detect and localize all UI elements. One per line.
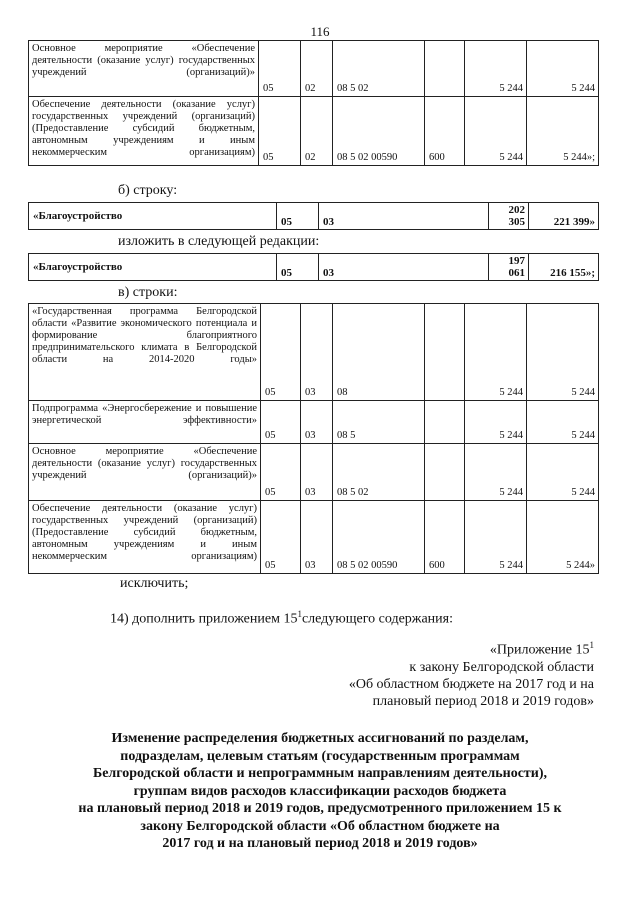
row-vr bbox=[425, 444, 465, 501]
row-2019: 5 244»; bbox=[527, 97, 599, 166]
row-2019: 5 244» bbox=[527, 501, 599, 574]
row-pr: 02 bbox=[301, 97, 333, 166]
table-row bbox=[29, 401, 599, 444]
row-2018: 5 244 bbox=[465, 501, 527, 574]
row-2018: 5 244 bbox=[465, 444, 527, 501]
appendix-header bbox=[349, 637, 594, 710]
row-name: Обеспечение деятельности (оказание услуг) государственных учреждений (организаций) (Предоставление субсидий бюджетным, автономным учреждениям и иным некоммерческим организациям) bbox=[29, 501, 261, 574]
label-new-edition: изложить в следующей редакции: bbox=[118, 234, 320, 249]
row-name: Основное мероприятие «Обеспечение деятельности (оказание услуг) государственных учреждений (организаций)» bbox=[29, 41, 259, 97]
row-2018: 5 244 bbox=[465, 401, 527, 444]
title-line: на плановый период 2018 и 2019 годов, предусмотренного приложением 15 к bbox=[78, 801, 562, 816]
item-14-sup: 1 bbox=[297, 609, 302, 619]
row-vr: 600 bbox=[425, 501, 465, 574]
row-name: «Благоустройство bbox=[29, 254, 277, 281]
row-name: «Благоустройство bbox=[29, 203, 277, 230]
row-rz: 05 bbox=[259, 41, 301, 97]
row-2018: 202 305 bbox=[489, 203, 529, 230]
row-pr: 03 bbox=[301, 444, 333, 501]
row-pr: 02 bbox=[301, 41, 333, 97]
row-2019: 5 244 bbox=[527, 41, 599, 97]
row-csr: 08 bbox=[333, 304, 425, 401]
row-pr: 03 bbox=[319, 203, 489, 230]
row-name: Основное мероприятие «Обеспечение деятельности (оказание услуг) государственных учреждений (организаций)» bbox=[29, 444, 261, 501]
appendix-line2: к закону Белгородской области bbox=[409, 659, 594, 675]
table-row-new bbox=[28, 253, 599, 281]
row-name: Обеспечение деятельности (оказание услуг) государственных учреждений (организаций) (Предоставление субсидий бюджетным, автономным учреждениям и иным некоммерческим организациям) bbox=[29, 97, 259, 166]
row-2019: 5 244 bbox=[527, 304, 599, 401]
label-item-14 bbox=[110, 609, 453, 628]
table-row bbox=[29, 97, 599, 166]
table-row bbox=[29, 41, 599, 97]
row-vr bbox=[425, 41, 465, 97]
title-line: группам видов расходов классификации расходов бюджета bbox=[133, 783, 507, 799]
appendix-line3: «Об областном бюджете на 2017 год и на bbox=[348, 676, 594, 692]
row-pr: 03 bbox=[319, 254, 489, 281]
row-vr bbox=[425, 401, 465, 444]
appendix-line4: плановый период 2018 и 2019 годов» bbox=[372, 693, 594, 709]
table-row bbox=[29, 203, 599, 230]
row-csr: 08 5 02 00590 bbox=[333, 501, 425, 574]
table-row bbox=[29, 501, 599, 574]
row-vr: 600 bbox=[425, 97, 465, 166]
title-line: Белгородской области и непрограммным направлениям деятельности), bbox=[92, 766, 548, 781]
label-b: б) строку: bbox=[118, 183, 178, 198]
row-2018: 197 061 bbox=[489, 254, 529, 281]
item-14-tail: следующего содержания: bbox=[301, 611, 453, 627]
row-name: «Государственная программа Белгородской области «Развитие экономического потенциала и формирование благоприятного предпринимательского климата в Белгородской области на 2014-2020 годы» bbox=[29, 304, 261, 401]
row-2019: 216 155»; bbox=[529, 254, 599, 281]
label-exclude: исключить; bbox=[120, 576, 189, 591]
table-row bbox=[29, 254, 599, 281]
row-2018: 5 244 bbox=[465, 97, 527, 166]
row-2019: 5 244 bbox=[527, 444, 599, 501]
row-rz: 05 bbox=[261, 401, 301, 444]
row-rz: 05 bbox=[261, 501, 301, 574]
row-rz: 05 bbox=[277, 254, 319, 281]
row-csr: 08 5 02 00590 bbox=[333, 97, 425, 166]
table-top bbox=[28, 40, 599, 166]
document-title bbox=[40, 730, 600, 853]
row-name: Подпрограмма «Энергосбережение и повышение энергетической эффективности» bbox=[29, 401, 261, 444]
page-number: 116 bbox=[310, 24, 330, 39]
row-csr: 08 5 02 bbox=[333, 444, 425, 501]
title-line: Изменение распределения бюджетных ассигнований по разделам, bbox=[111, 731, 529, 746]
row-2018: 5 244 bbox=[465, 304, 527, 401]
row-csr: 08 5 02 bbox=[333, 41, 425, 97]
row-pr: 03 bbox=[301, 501, 333, 574]
table-lines bbox=[28, 303, 599, 574]
row-pr: 03 bbox=[301, 304, 333, 401]
row-rz: 05 bbox=[259, 97, 301, 166]
title-line: 2017 год и на плановый период 2018 и 2019 годов» bbox=[162, 836, 478, 851]
row-rz: 05 bbox=[261, 304, 301, 401]
table-row bbox=[29, 444, 599, 501]
row-rz: 05 bbox=[277, 203, 319, 230]
row-vr bbox=[425, 304, 465, 401]
row-2019: 221 399» bbox=[529, 203, 599, 230]
row-2019: 5 244 bbox=[527, 401, 599, 444]
title-line: подразделам, целевым статьям (государственным программам bbox=[120, 748, 520, 764]
label-v: в) строки: bbox=[118, 285, 178, 300]
appendix-line1: «Приложение $15^1$ bbox=[489, 640, 594, 658]
table-row bbox=[29, 304, 599, 401]
row-pr: 03 bbox=[301, 401, 333, 444]
table-row-old bbox=[28, 202, 599, 230]
item-14-text: 14) дополнить приложением 15 bbox=[110, 611, 298, 627]
row-csr: 08 5 bbox=[333, 401, 425, 444]
title-line: закону Белгородской области «Об областном бюджете на bbox=[140, 818, 500, 834]
row-rz: 05 bbox=[261, 444, 301, 501]
row-2018: 5 244 bbox=[465, 41, 527, 97]
